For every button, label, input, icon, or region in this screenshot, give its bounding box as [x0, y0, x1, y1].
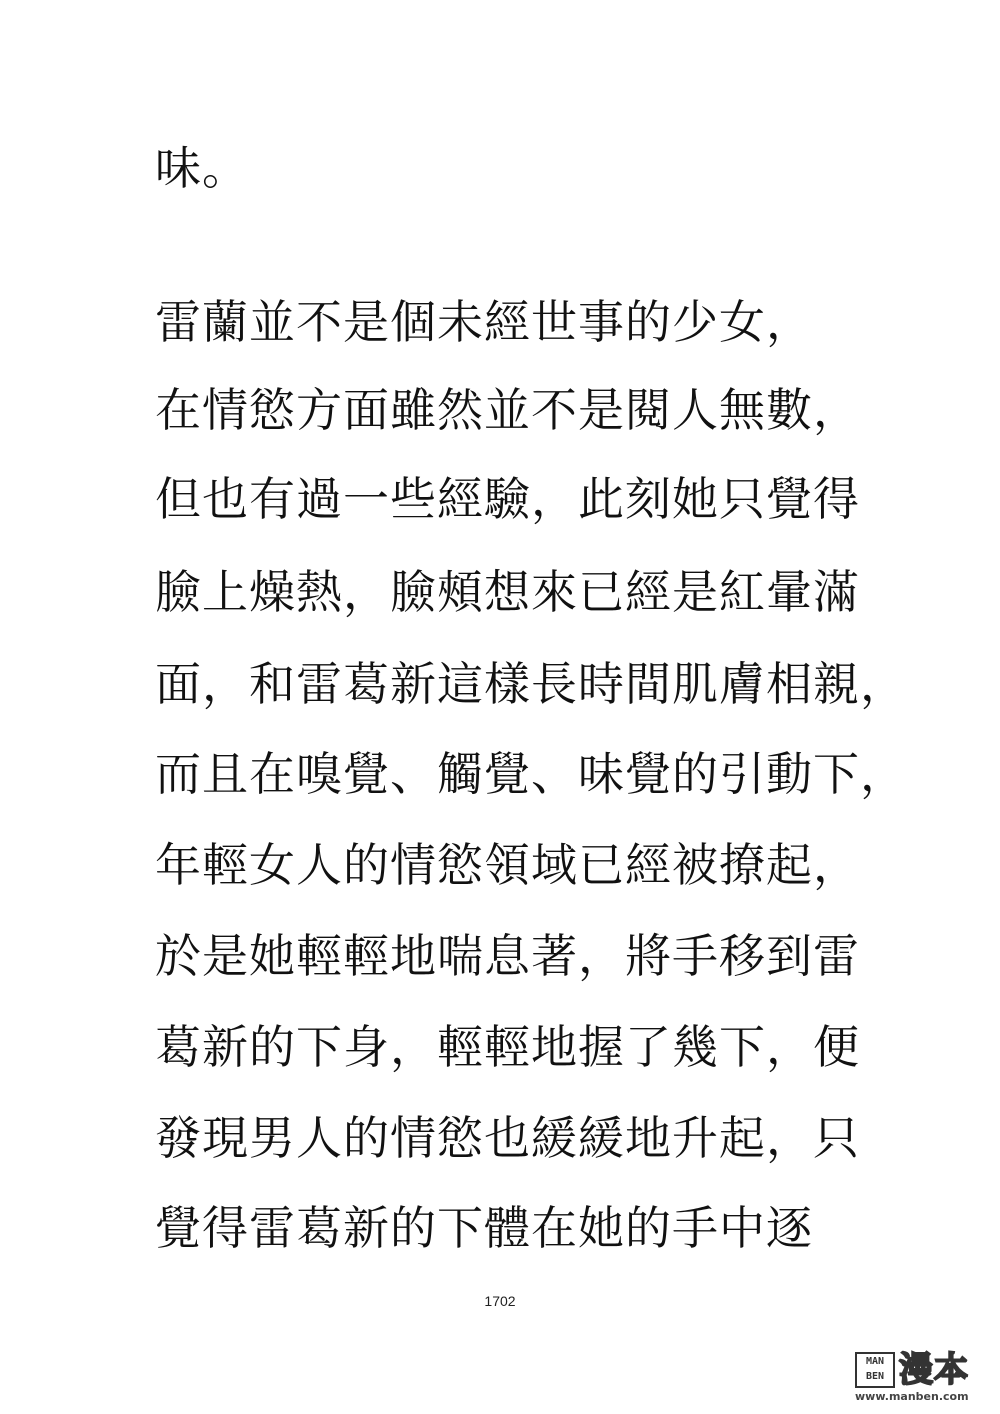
text-line: 覺得雷葛新的下體在她的手中逐 [155, 1201, 813, 1255]
text-line: 於是她輕輕地喘息著，將手移到雷 [155, 929, 860, 983]
text-line: 年輕女人的情慾領域已經被撩起， [155, 838, 860, 892]
watermark-logo-bottom: BEN [865, 1371, 885, 1382]
watermark-url: www.manben.com [855, 1390, 969, 1403]
watermark-logo-icon [855, 1352, 895, 1388]
text-line: 而且在嗅覺、觸覺、味覺的引動下， [155, 747, 907, 801]
text-line: 味。 [155, 141, 249, 195]
text-line: 葛新的下身，輕輕地握了幾下，便 [155, 1020, 860, 1074]
watermark-brand: 漫本 [899, 1350, 969, 1390]
text-line: 臉上燥熱，臉頰想來已經是紅暈滿 [155, 565, 860, 619]
text-line: 但也有過一些經驗，此刻她只覺得 [155, 472, 860, 526]
text-line: 面，和雷葛新這樣長時間肌膚相親， [155, 657, 907, 711]
watermark-logo-top: MAN [865, 1356, 885, 1367]
text-line: 發現男人的情慾也緩緩地升起，只 [155, 1111, 860, 1165]
watermark [855, 1350, 990, 1406]
text-line: 在情慾方面雖然並不是閱人無數， [155, 383, 860, 437]
page-number: 1702 [484, 1293, 516, 1309]
text-line: 雷蘭並不是個未經世事的少女， [155, 295, 813, 349]
